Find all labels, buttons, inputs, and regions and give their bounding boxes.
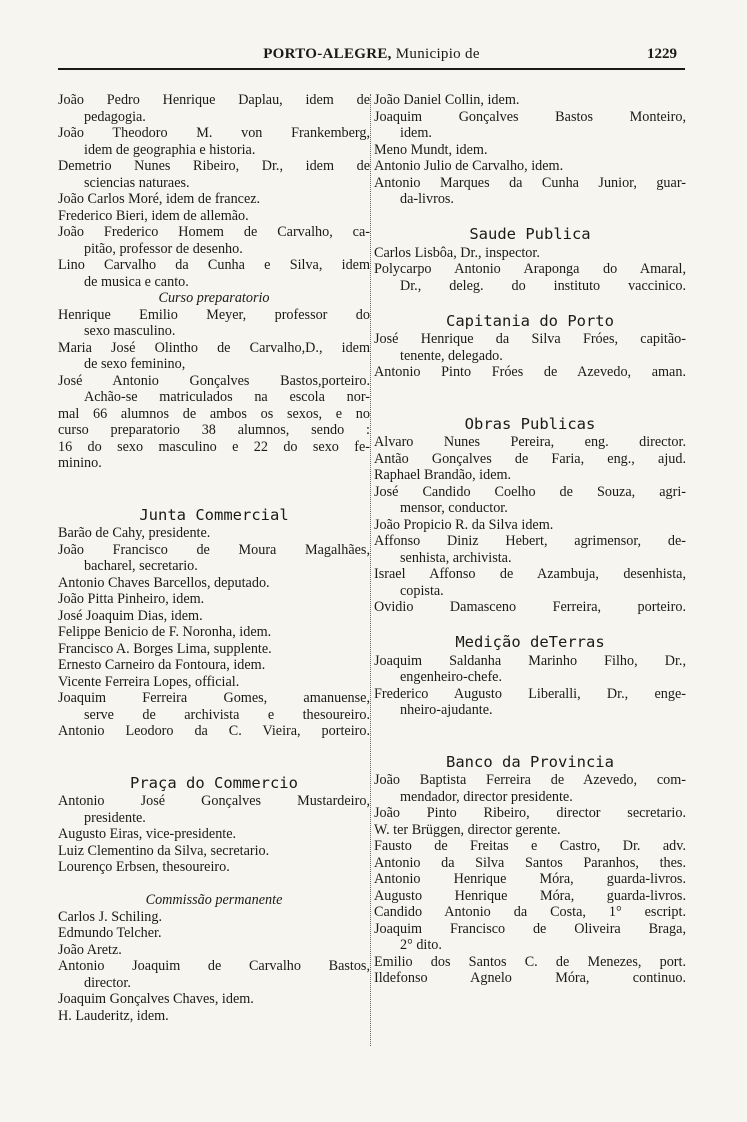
entry-continuation: nheiro-ajudante.	[400, 702, 493, 718]
entry-line: Maria José Olintho de Carvalho,D., idem	[58, 339, 370, 356]
section-heading: Obras Publicas	[464, 414, 596, 433]
entry-line: Felippe Benicio de F. Noronha, idem.	[58, 624, 272, 640]
entry-continuation: de sexo feminino,	[84, 356, 186, 372]
entry-line: Joaquim Gonçalves Bastos Monteiro,	[374, 108, 686, 125]
entry-line: João Pedro Henrique Daplau, idem de	[58, 92, 370, 108]
blank-line	[374, 735, 686, 752]
entry-line: Vicente Ferreira Lopes, official.	[58, 673, 240, 690]
entry-line: Carlos J. Schiling.	[58, 908, 163, 925]
entry-line: Henrique Emilio Meyer, professor do	[58, 306, 370, 323]
entry-line: Luiz Clementino da Silva, secretario.	[58, 842, 270, 859]
entry-line: Candido Antonio da Costa, 1° escript.	[374, 904, 686, 920]
entry-line: Frederico Augusto Liberalli, Dr., enge-	[374, 685, 686, 702]
entry-line: Joaquim Ferreira Gomes, amanuense,	[58, 690, 370, 706]
section-heading: Capitania do Porto	[446, 311, 614, 330]
entry-continuation: pitão, professor de desenho.	[84, 240, 243, 257]
running-title	[58, 46, 685, 63]
subsection-heading: Curso preparatorio	[158, 290, 270, 306]
entry-line: Ildefonso Agnelo Móra, continuo.	[374, 970, 686, 986]
entry-line: 16 do sexo masculino e 22 do sexo fe-	[58, 438, 370, 455]
blank-line	[374, 397, 686, 414]
entry-continuation: idem.	[400, 125, 432, 141]
blank-line	[58, 876, 370, 893]
entry-continuation: bacharel, secretario.	[84, 558, 198, 574]
entry-line: Joaquim Francisco de Oliveira Braga,	[374, 920, 686, 937]
entry-continuation: de musica e canto.	[84, 273, 189, 290]
entry-continuation: Achão-se matriculados na escola nor-	[84, 389, 370, 405]
section-heading: Junta Commercial	[139, 505, 289, 524]
entry-continuation: pedagogia.	[84, 108, 146, 125]
entry-line: João Pitta Pinheiro, idem.	[58, 591, 205, 607]
entry-line: Meno Mundt, idem.	[374, 141, 488, 158]
blank-line	[374, 208, 686, 225]
right-column	[374, 92, 686, 987]
entry-line: Antonio Marques da Cunha Junior, guar-	[374, 174, 686, 191]
entry-line: curso preparatorio 38 alumnos, sendo :	[58, 422, 370, 438]
blank-line	[58, 756, 370, 773]
entry-continuation: copista.	[400, 582, 444, 599]
entry-continuation: idem de geographia e historia.	[84, 141, 256, 158]
entry-continuation: sciencias naturaes.	[84, 174, 190, 191]
entry-line: Demetrio Nunes Ribeiro, Dr., idem de	[58, 158, 370, 174]
blank-line	[374, 381, 686, 398]
entry-line: Antonio José Gonçalves Mustardeiro,	[58, 793, 370, 809]
entry-line: Emilio dos Santos C. de Menezes, port.	[374, 953, 686, 970]
entry-line: Lourenço Erbsen, thesoureiro.	[58, 859, 230, 875]
entry-line: Antonio Julio de Carvalho, idem.	[374, 158, 564, 174]
entry-continuation: presidente.	[84, 809, 146, 826]
page-number: 1229	[647, 46, 677, 62]
entry-line: José Henrique da Silva Fróes, capitão-	[374, 331, 686, 347]
entry-line: Antonio da Silva Santos Paranhos, thes.	[374, 854, 686, 871]
entry-line: João Baptista Ferreira de Azevedo, com-	[374, 772, 686, 788]
entry-line: H. Lauderitz, idem.	[58, 1007, 169, 1024]
page-header	[58, 44, 685, 70]
blank-line	[58, 488, 370, 505]
left-column	[58, 92, 370, 1024]
entry-line: João Propicio R. da Silva idem.	[374, 516, 554, 533]
column-divider	[370, 94, 371, 1046]
entry-line: Joaquim Saldanha Marinho Filho, Dr.,	[374, 652, 686, 669]
entry-line: Ovidio Damasceno Ferreira, porteiro.	[374, 599, 686, 615]
entry-line: João Aretz.	[58, 941, 122, 958]
entry-continuation: sexo masculino.	[84, 323, 176, 339]
running-title-rest: Municipio de	[395, 46, 480, 62]
entry-line: Edmundo Telcher.	[58, 925, 162, 941]
entry-line: W. ter Brüggen, director gerente.	[374, 821, 561, 838]
entry-continuation: mendador, director presidente.	[400, 788, 573, 805]
entry-continuation: senhista, archivista.	[400, 549, 512, 566]
entry-line: João Pinto Ribeiro, director secretario.	[374, 805, 686, 821]
entry-line: Antonio Chaves Barcellos, deputado.	[58, 574, 270, 591]
blank-line	[58, 740, 370, 757]
entry-line: Frederico Bieri, idem de allemão.	[58, 207, 249, 224]
entry-continuation: Dr., deleg. do instituto vaccinico.	[400, 277, 686, 294]
entry-line: Alvaro Nunes Pereira, eng. director.	[374, 434, 686, 450]
entry-line: Antonio Leodoro da C. Vieira, porteiro.	[58, 723, 370, 739]
entry-line: Affonso Diniz Hebert, agrimensor, de-	[374, 533, 686, 549]
entry-continuation: da-livros.	[400, 191, 454, 207]
entry-line: João Daniel Collin, idem.	[374, 92, 520, 108]
entry-line: João Theodoro M. von Frankemberg,	[58, 125, 370, 141]
entry-line: Antonio Joaquim de Carvalho Bastos,	[58, 958, 370, 974]
entry-line: Ernesto Carneiro da Fontoura, idem.	[58, 657, 266, 673]
entry-continuation: tenente, delegado.	[400, 347, 503, 364]
entry-line: mal 66 alumnos de ambos os sexos, e no	[58, 405, 370, 422]
entry-line: Augusto Henrique Móra, guarda-livros.	[374, 887, 686, 904]
entry-line: minino.	[58, 455, 102, 471]
entry-continuation: serve de archivista e thesoureiro.	[84, 706, 370, 723]
entry-continuation: mensor, conductor.	[400, 500, 508, 516]
section-heading: Banco da Provincia	[446, 752, 614, 771]
section-heading: Praça do Commercio	[130, 773, 298, 792]
entry-line: Polycarpo Antonio Araponga do Amaral,	[374, 261, 686, 277]
blank-line	[58, 472, 370, 489]
subsection-heading: Commissão permanente	[145, 892, 283, 908]
entry-continuation: 2° dito.	[400, 937, 442, 953]
running-title-city: PORTO-ALEGRE,	[263, 46, 392, 62]
entry-line: Antonio Henrique Móra, guarda-livros.	[374, 871, 686, 887]
entry-line: Augusto Eiras, vice-presidente.	[58, 826, 237, 842]
blank-line	[374, 616, 686, 633]
entry-line: Antão Gonçalves de Faria, eng., ajud.	[374, 450, 686, 467]
entry-line: Joaquim Gonçalves Chaves, idem.	[58, 991, 254, 1007]
section-heading: Saude Publica	[469, 225, 591, 243]
entry-line: José Antonio Gonçalves Bastos,porteiro.	[58, 372, 370, 389]
entry-line: João Carlos Moré, idem de francez.	[58, 191, 261, 207]
entry-line: Fausto de Freitas e Castro, Dr. adv.	[374, 838, 686, 854]
entry-line: Antonio Pinto Fróes de Azevedo, aman.	[374, 364, 686, 380]
entry-line: Francisco A. Borges Lima, supplente.	[58, 640, 272, 657]
entry-continuation: director.	[84, 974, 131, 991]
entry-line: João Francisco de Moura Magalhães,	[58, 541, 370, 558]
entry-line: José Candido Coelho de Souza, agri-	[374, 483, 686, 500]
blank-line	[374, 719, 686, 736]
entry-line: Lino Carvalho da Cunha e Silva, idem	[58, 257, 370, 273]
entry-continuation: engenheiro-chefe.	[400, 669, 503, 685]
entry-line: Israel Affonso de Azambuja, desenhista,	[374, 566, 686, 582]
blank-line	[374, 294, 686, 311]
entry-line: Raphael Brandão, idem.	[374, 467, 512, 483]
entry-line: Barão de Cahy, presidente.	[58, 525, 211, 541]
entry-line: José Joaquim Dias, idem.	[58, 607, 203, 624]
section-heading: Medição deTerras	[455, 633, 605, 651]
entry-line: João Frederico Homem de Carvalho, ca-	[58, 224, 370, 240]
entry-line: Carlos Lisbôa, Dr., inspector.	[374, 244, 540, 261]
